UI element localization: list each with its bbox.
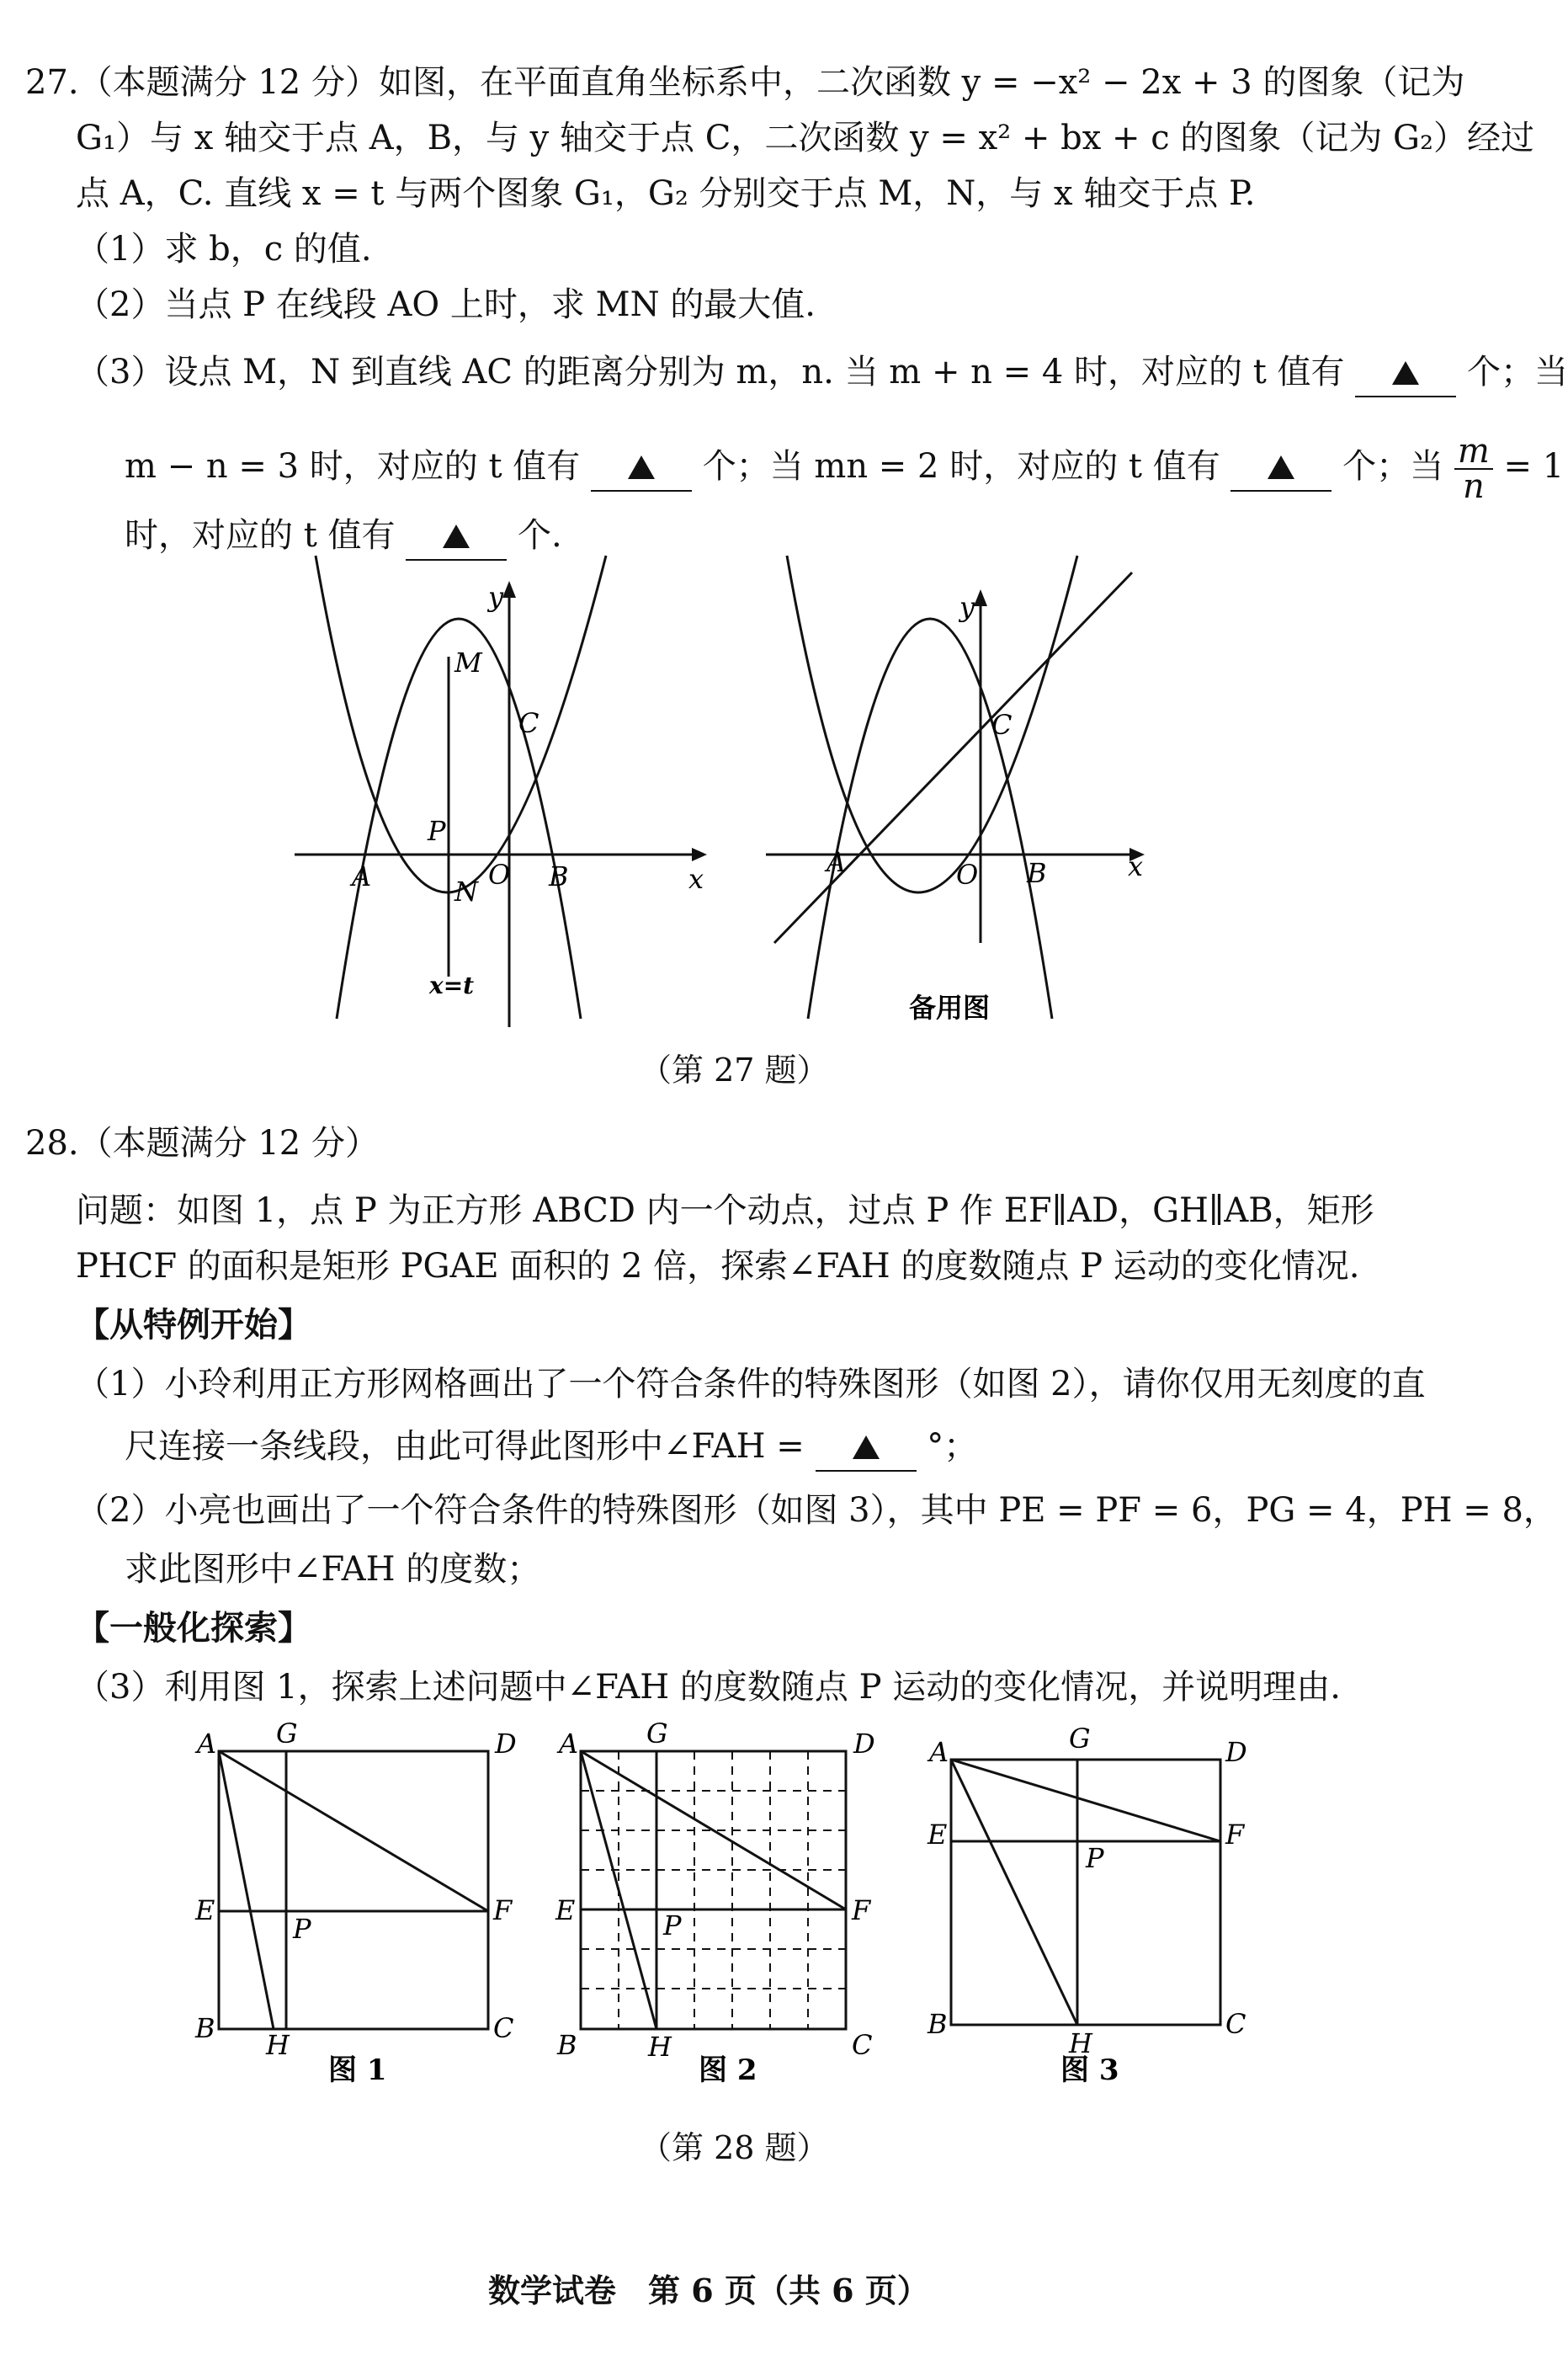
label-g: G xyxy=(276,1718,298,1750)
label-c: C xyxy=(1225,2008,1246,2040)
label-a: A xyxy=(827,846,847,878)
label-x: x xyxy=(688,863,704,895)
label-b: B xyxy=(549,860,569,892)
q28-part2b: 求此图形中∠FAH 的度数； xyxy=(125,1550,541,1589)
label-e: E xyxy=(555,1894,576,1926)
label-h: H xyxy=(266,2029,290,2061)
segment-af xyxy=(951,1760,1220,1841)
q28-part3: （3）利用图 1，探索上述问题中∠FAH 的度数随点 P 运动的变化情况，并说明理由. xyxy=(76,1668,1341,1707)
y-axis-arrow-icon xyxy=(502,581,516,598)
q27-part2: （2）当点 P 在线段 AO 上时，求 MN 的最大值. xyxy=(76,285,816,324)
parabola-g1 xyxy=(337,619,581,1019)
label-h: H xyxy=(648,2031,672,2063)
answer-blank xyxy=(1230,443,1331,492)
q27-line2: G₁）与 x 轴交于点 A，B，与 y 轴交于点 C，二次函数 y = x² + bx + c 的图象（记为 G₂）经过 xyxy=(76,119,1535,157)
q27-line3: 点 A，C. 直线 x = t 与两个图象 G₁，G₂ 分别交于点 M，N，与 x 轴交于点 P. xyxy=(76,174,1256,213)
triangle-icon xyxy=(443,525,470,548)
q28-line1: 28.（本题满分 12 分） xyxy=(25,1124,379,1163)
grid-lines xyxy=(581,1751,846,2029)
label-b: B xyxy=(557,2029,577,2061)
label-m: M xyxy=(454,647,482,679)
figure-1-caption: 图 1 xyxy=(328,2053,387,2087)
segment-af xyxy=(219,1751,488,1911)
y-axis-arrow-icon xyxy=(974,589,987,606)
q28-section1: 【从特例开始】 xyxy=(76,1305,311,1345)
square-abcd xyxy=(219,1751,488,2029)
label-d: D xyxy=(853,1728,875,1760)
q28-section2: 【一般化探索】 xyxy=(76,1608,311,1648)
label-a: A xyxy=(929,1736,949,1768)
figure-2-caption: 图 2 xyxy=(699,2053,757,2087)
q27-line1: 27.（本题满分 12 分）如图，在平面直角坐标系中，二次函数 y = −x² − 2x + 3 的图象（记为 xyxy=(25,63,1465,102)
label-a: A xyxy=(197,1728,217,1760)
q27-figure-main xyxy=(286,573,724,1027)
label-n: N xyxy=(454,876,478,908)
label-y: y xyxy=(488,581,504,613)
triangle-icon xyxy=(1268,455,1294,479)
segment-ah xyxy=(219,1751,274,2029)
q27-part3c: 时，对应的 t 值有 个. xyxy=(125,512,562,561)
label-e: E xyxy=(928,1819,948,1851)
label-b: B xyxy=(928,2008,948,2040)
line-ac xyxy=(774,573,1132,943)
answer-blank xyxy=(816,1423,917,1472)
label-f: F xyxy=(1225,1819,1245,1851)
label-d: D xyxy=(1225,1736,1247,1768)
label-c: C xyxy=(493,2012,514,2044)
label-d: D xyxy=(495,1728,517,1760)
label-f: F xyxy=(493,1894,513,1926)
figure-3-caption: 图 3 xyxy=(1060,2053,1119,2087)
triangle-icon xyxy=(628,455,655,479)
answer-blank xyxy=(406,512,507,561)
segment-af xyxy=(581,1751,846,1909)
q28-part2a: （2）小亮也画出了一个符合条件的特殊图形（如图 3），其中 PE = PF = 6，PG = 4，PH = 8， xyxy=(76,1491,1557,1530)
label-a: A xyxy=(559,1728,579,1760)
label-p: P xyxy=(663,1909,682,1941)
label-p: P xyxy=(428,815,446,847)
label-p: P xyxy=(1086,1842,1104,1874)
label-e: E xyxy=(195,1894,215,1926)
parabola-g1 xyxy=(808,619,1052,1019)
label-c: C xyxy=(991,709,1013,741)
q27-part3a: （3）设点 M，N 到直线 AC 的距离分别为 m，n. 当 m + n = 4 时，对应的 t 值有 个；当 xyxy=(76,349,1568,397)
label-y: y xyxy=(959,591,975,623)
square-abcd xyxy=(581,1751,846,2029)
spare-figure-caption: 备用图 xyxy=(909,992,991,1024)
q28-figure-3 xyxy=(917,1718,1271,2088)
q28-figure-1 xyxy=(185,1718,522,2088)
q27-part1: （1）求 b，c 的值. xyxy=(76,230,372,269)
label-o: O xyxy=(956,859,979,891)
q28-line3: PHCF 的面积是矩形 PGAE 面积的 2 倍，探索∠FAH 的度数随点 P 运动的变化情况. xyxy=(76,1247,1360,1286)
label-c: C xyxy=(518,707,539,739)
label-p: P xyxy=(293,1913,311,1945)
x-axis-arrow-icon xyxy=(692,848,707,861)
triangle-icon xyxy=(1392,361,1419,385)
q28-caption: （第 28 题） xyxy=(640,2129,829,2166)
label-g: G xyxy=(1069,1723,1091,1755)
q28-figure-2 xyxy=(547,1718,901,2088)
label-o: O xyxy=(488,859,511,891)
q28-line2: 问题：如图 1，点 P 为正方形 ABCD 内一个动点，过点 P 作 EF∥AD，GH∥AB，矩形 xyxy=(76,1191,1374,1230)
segment-ah xyxy=(951,1760,1077,2025)
parabola-g2 xyxy=(787,556,1077,892)
label-a: A xyxy=(352,860,372,892)
label-b: B xyxy=(195,2012,215,2044)
label-x-eq-t: x=t xyxy=(429,972,475,999)
label-h: H xyxy=(1069,2027,1092,2059)
label-g: G xyxy=(646,1718,668,1750)
triangle-icon xyxy=(853,1435,880,1459)
page-footer: 数学试卷 第 6 页（共 6 页） xyxy=(488,2271,929,2309)
segment-ah xyxy=(581,1751,656,2029)
answer-blank xyxy=(1355,349,1456,397)
q27-figure-spare xyxy=(757,573,1195,1027)
label-c: C xyxy=(852,2029,873,2061)
q27-part3b: m − n = 3 时，对应的 t 值有 个；当 mn = 2 时，对应的 t 值有 个；当 $\frac{m}{n}$ = 1 xyxy=(125,432,1565,506)
fraction-m-over-n: $\frac{m}{n}$ xyxy=(1454,434,1493,503)
q28-part1a: （1）小玲利用正方形网格画出了一个符合条件的特殊图形（如图 2），请你仅用无刻度的直 xyxy=(76,1365,1426,1403)
answer-blank xyxy=(591,443,692,492)
parabola-g2 xyxy=(316,556,606,892)
label-x: x xyxy=(1128,850,1144,882)
label-b: B xyxy=(1027,857,1047,889)
q27-caption: （第 27 题） xyxy=(640,1052,829,1089)
q28-part1b: 尺连接一条线段，由此可得此图形中∠FAH = °； xyxy=(125,1423,977,1472)
label-f: F xyxy=(852,1894,871,1926)
